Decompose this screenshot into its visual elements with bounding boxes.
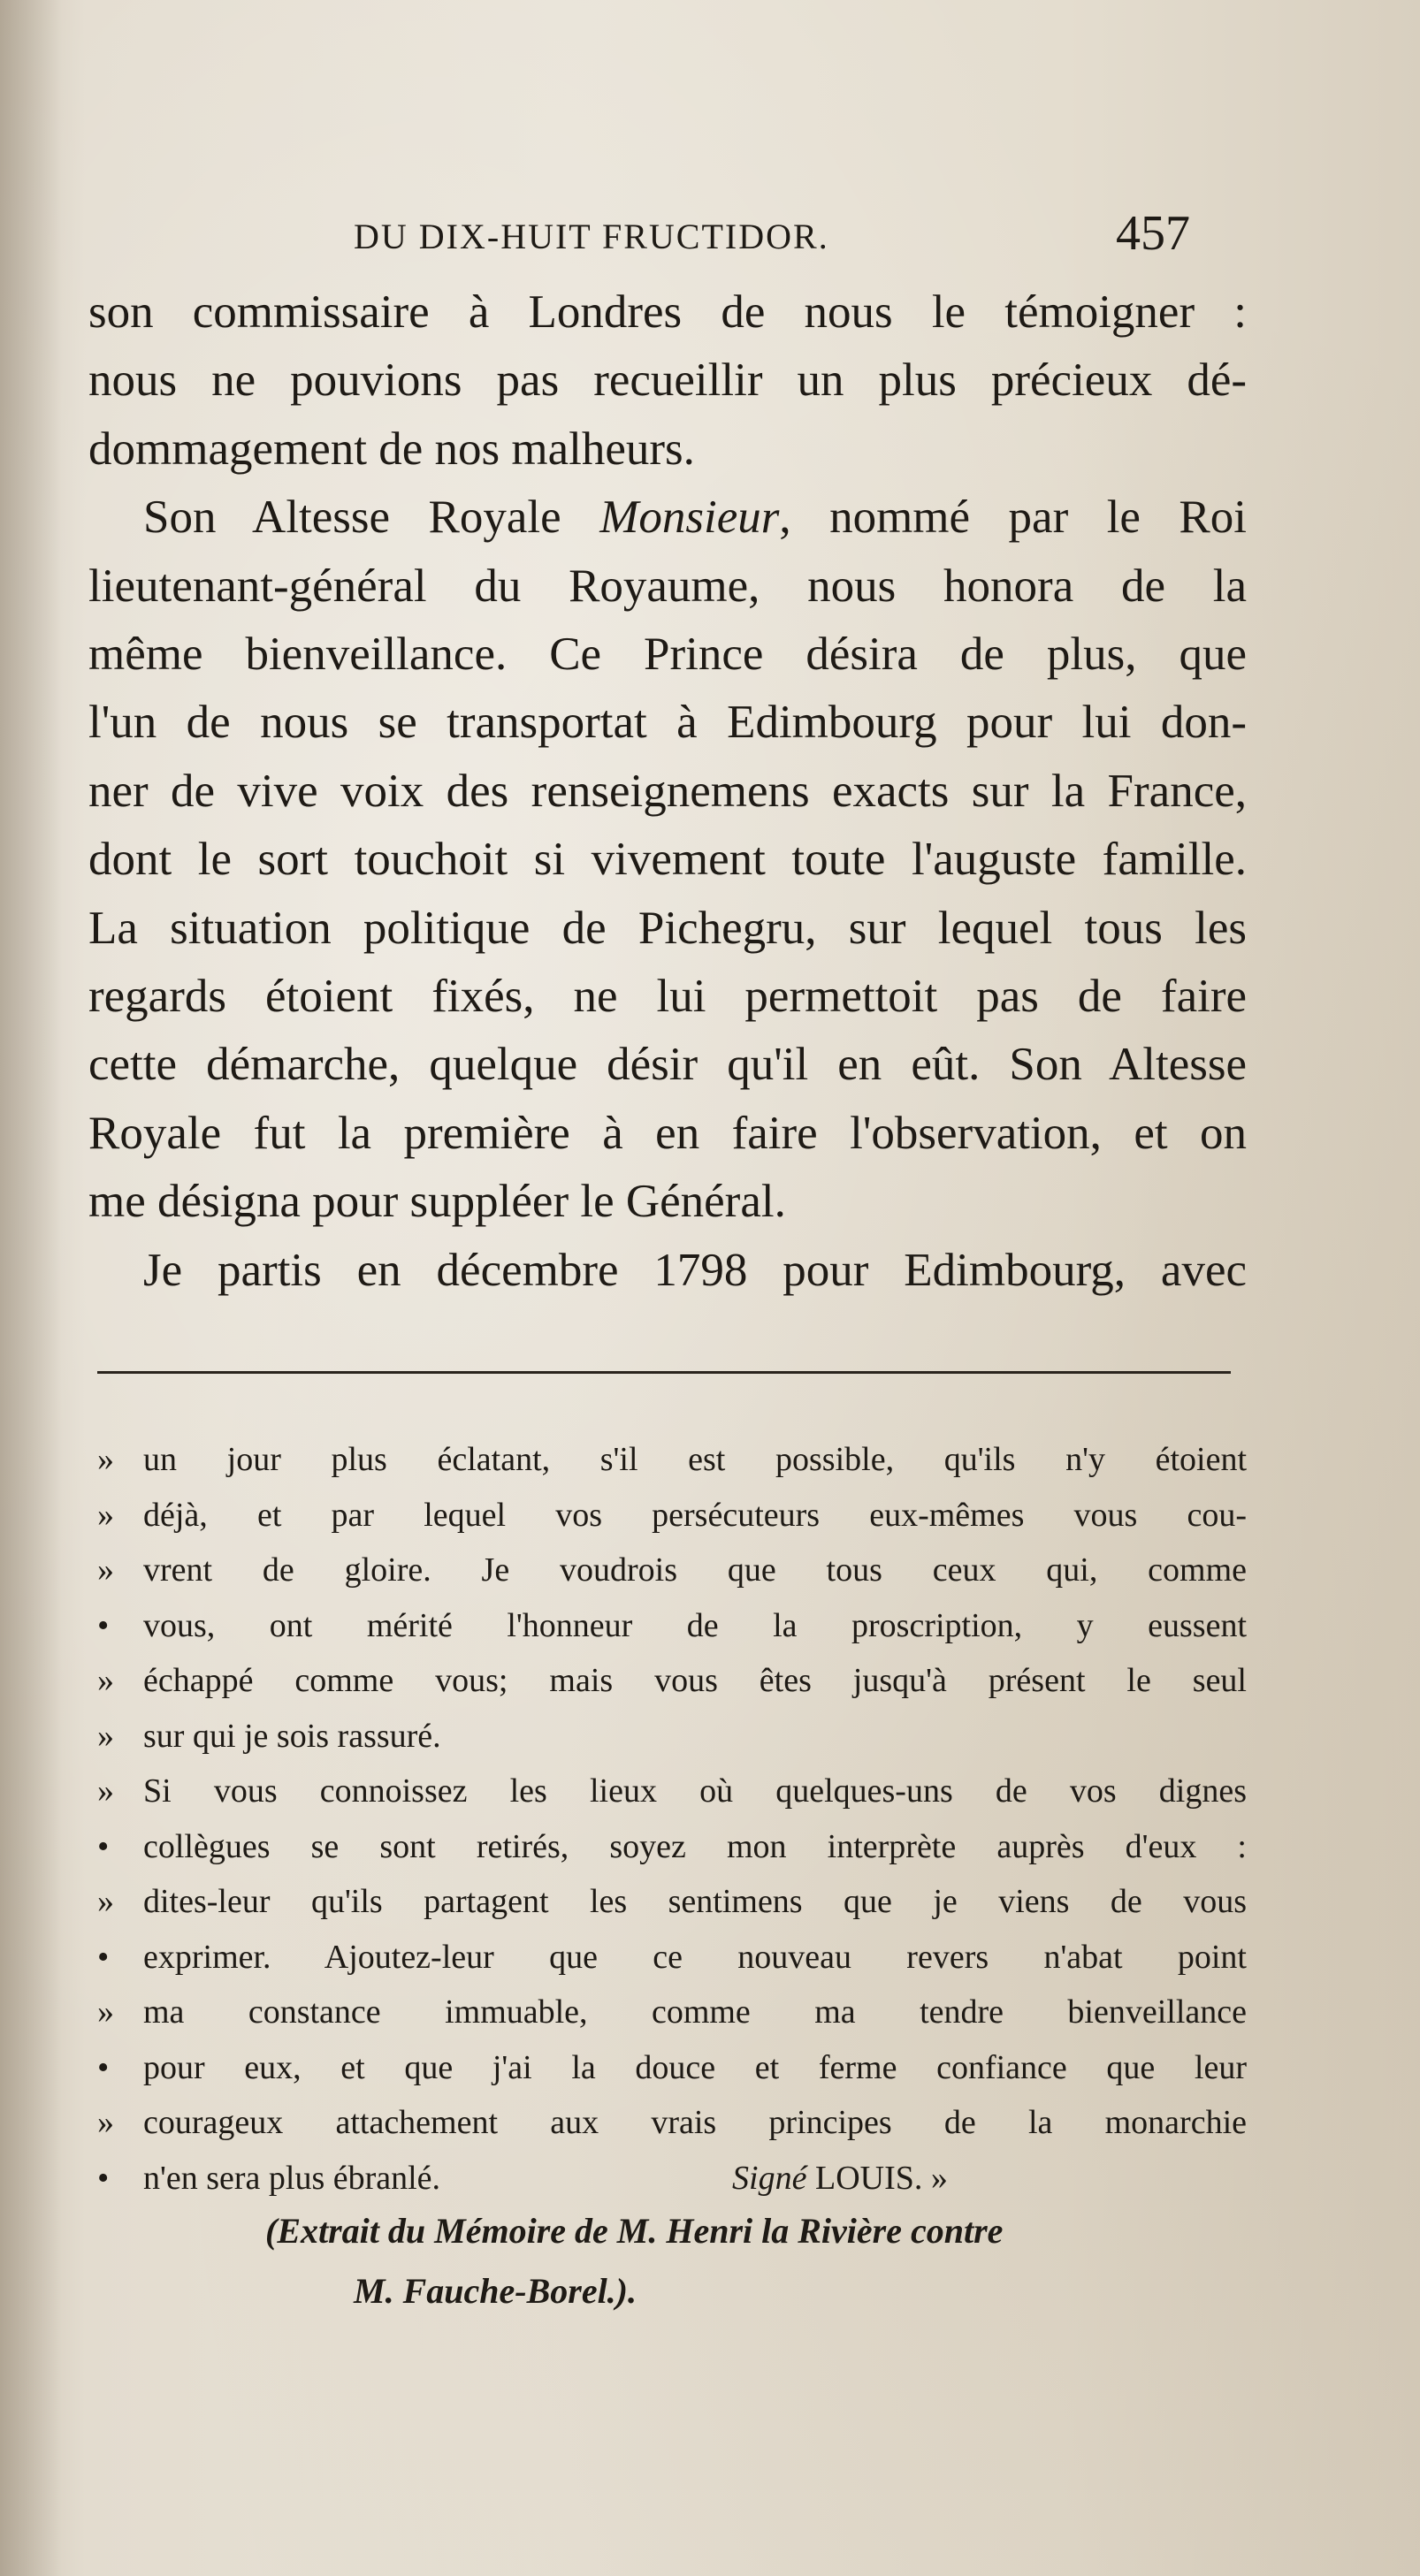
italic-title-monsieur: Monsieur	[599, 492, 780, 544]
quote-mark: »	[97, 1496, 114, 1534]
para2-rest: , nommé par le Roi	[779, 492, 1248, 544]
signature-label: Signé	[732, 2159, 807, 2197]
running-head: DU DIX-HUIT FRUCTIDOR.	[354, 217, 829, 256]
text-line: même bienveillance. Ce Prince désira de plus, que	[88, 629, 1247, 681]
footnote-line: • pour eux, et que j'ai la douce et ferme confiance que leur	[97, 2040, 1247, 2096]
quote-mark: •	[97, 1827, 110, 1865]
footnote-line: » Si vous connoissez les lieux où quelques-uns de vos dignes	[97, 1764, 1247, 1819]
footnote-line: • vous, ont mérité l'honneur de la proscription, y eussent	[97, 1598, 1247, 1654]
quote-mark: •	[97, 1938, 110, 1976]
text-line: Je partis en décembre 1798 pour Edimbourg, avec	[143, 1244, 1247, 1296]
quote-mark: »	[97, 1717, 114, 1755]
source-line: M. Fauche-Borel.).	[354, 2271, 637, 2311]
text-line: dont le sort touchoit si vivement toute l'auguste famille.	[88, 834, 1247, 886]
footnote-line: • exprimer. Ajoutez-leur que ce nouveau revers n'abat point	[97, 1930, 1247, 1985]
quote-mark: »	[97, 1772, 114, 1810]
text-line: La situation politique de Pichegru, sur lequel tous les	[88, 902, 1247, 954]
footnote-line: » ma constance immuable, comme ma tendre bienveillance	[97, 1985, 1247, 2040]
quote-mark: »	[97, 1551, 114, 1589]
quote-mark: •	[97, 2048, 110, 2086]
source-line: (Extrait du Mémoire de M. Henri la Rivière contre	[265, 2211, 1004, 2251]
footnote-line: » un jour plus éclatant, s'il est possible, qu'ils n'y étoient	[97, 1432, 1247, 1488]
text-line: son commissaire à Londres de nous le témoigner :	[88, 286, 1247, 338]
quote-mark: •	[97, 2159, 110, 2197]
footnote-line: » déjà, et par lequel vos persécuteurs eux-mêmes vous cou-	[97, 1488, 1247, 1543]
footnote	[97, 1432, 1247, 2206]
text-line: cette démarche, quelque désir qu'il en eût. Son Altesse	[88, 1039, 1247, 1091]
quote-mark: »	[97, 1662, 114, 1699]
quote-mark: »	[97, 1441, 114, 1478]
page-number: 457	[1116, 206, 1190, 261]
footnote-line: » échappé comme vous; mais vous êtes jusqu'à présent le seul	[97, 1653, 1247, 1709]
quote-mark: »	[97, 2104, 114, 2141]
page-header	[354, 205, 1238, 267]
quote-mark: »	[97, 1883, 114, 1920]
text-line: dommagement de nos malheurs.	[88, 423, 695, 475]
page-gutter-shadow	[0, 0, 62, 2576]
text-line: Royale fut la première à en faire l'observation, et on	[88, 1107, 1247, 1159]
footnote-line: » courageux attachement aux vrais principes de la monarchie	[97, 2095, 1247, 2151]
text-line: l'un de nous se transportat à Edimbourg pour lui don-	[88, 697, 1247, 749]
text-line: nous ne pouvions pas recueillir un plus précieux dé-	[88, 354, 1247, 407]
text-line: lieutenant-général du Royaume, nous honora de la	[88, 560, 1247, 612]
footnote-line: » vrent de gloire. Je voudrois que tous ceux qui, comme	[97, 1543, 1247, 1598]
footnote-source	[265, 2201, 1256, 2321]
main-text	[88, 278, 1247, 1305]
signature-name: LOUIS.	[814, 2159, 923, 2197]
para2-start: Son Altesse Royale	[143, 492, 561, 544]
footnote-line: » sur qui je sois rassuré.	[97, 1709, 1247, 1764]
footnote-divider	[97, 1371, 1231, 1374]
quote-mark: •	[97, 1606, 110, 1644]
closing-quote-mark: »	[930, 2159, 948, 2197]
footnote-line: • collègues se sont retirés, soyez mon interprète auprès d'eux :	[97, 1819, 1247, 1875]
footnote-line: » dites-leur qu'ils partagent les sentimens que je viens de vous	[97, 1874, 1247, 1930]
text-line-para2-start	[88, 484, 1247, 552]
quote-mark: »	[97, 1993, 114, 2031]
footnote-line-signature: • n'en sera plus ébranlé. Signé LOUIS. »	[97, 2151, 1247, 2206]
text-line: ner de vive voix des renseignemens exacts sur la France,	[88, 765, 1247, 817]
text-line: me désigna pour suppléer le Général.	[88, 1176, 786, 1228]
text-line: regards étoient fixés, ne lui permettoit pas de faire	[88, 971, 1247, 1023]
